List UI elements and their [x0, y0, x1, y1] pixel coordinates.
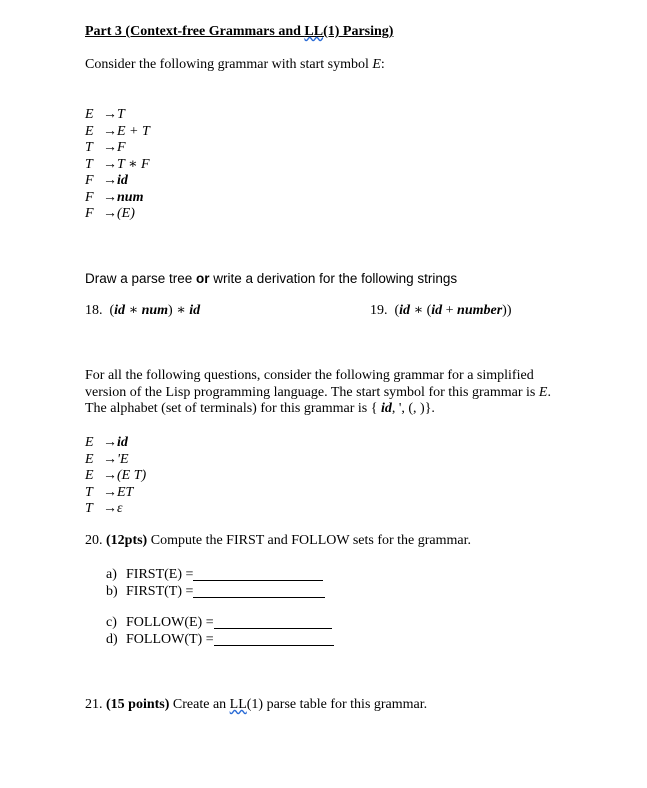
- draw-post: write a derivation for the following strings: [209, 271, 458, 286]
- follow-sets: [106, 615, 334, 648]
- draw-or: or: [196, 271, 210, 286]
- q20-text: Compute the FIRST and FOLLOW sets for the grammar.: [147, 533, 472, 548]
- rule-rhs: id: [117, 435, 128, 450]
- para-line-3: [85, 401, 605, 418]
- intro-label: Consider the following grammar with start symbol: [85, 57, 373, 72]
- set-text: FOLLOW(E) =: [126, 615, 214, 630]
- q21-post: (1) parse table for this grammar.: [246, 697, 428, 712]
- rule-rhs: (E): [117, 206, 135, 221]
- intro-symbol: E: [372, 57, 381, 72]
- grammar-1-rule: [85, 206, 150, 223]
- q21-number: 21.: [85, 697, 106, 712]
- grammar-1-rule: [85, 107, 150, 124]
- grammar-2-rule: [85, 485, 146, 502]
- grammar-2-rule: [85, 452, 146, 469]
- grammar-1-rule: [85, 157, 150, 174]
- set-label: c): [106, 615, 117, 630]
- rule-rhs: E + T: [117, 123, 150, 139]
- set-label: d): [106, 631, 118, 647]
- set-label: b): [106, 583, 118, 599]
- rule-arrow: →: [103, 468, 117, 483]
- q18-num: num: [141, 303, 169, 318]
- q19-close: )): [502, 303, 512, 318]
- q19-id1: id: [399, 303, 411, 318]
- q18-id1: id: [114, 303, 126, 318]
- answer-blank[interactable]: [193, 567, 323, 581]
- set-text: FIRST(E) =: [126, 567, 194, 582]
- title-suffix: (1) Parsing): [323, 24, 394, 39]
- q19-op: ∗ (: [410, 303, 432, 318]
- title-prefix: Part 3 (Context-free Grammars and: [85, 24, 305, 39]
- rule-arrow: →: [103, 156, 117, 172]
- grammar-1-rule: [85, 140, 150, 157]
- rule-lhs: F: [85, 173, 94, 188]
- set-text: FOLLOW(T) =: [126, 631, 214, 647]
- rule-rhs: ET: [117, 484, 134, 500]
- first-sets: [106, 567, 325, 600]
- q21-ll: LL: [229, 697, 247, 712]
- grammar-1-rule: [85, 190, 150, 207]
- q19-number-token: number: [457, 303, 503, 318]
- question-20: [85, 533, 471, 549]
- rule-arrow: →: [103, 107, 117, 122]
- rule-lhs: E: [85, 435, 94, 450]
- question-19: [370, 302, 512, 319]
- rule-rhs: T ∗ F: [117, 156, 150, 172]
- rule-lhs: E: [85, 468, 94, 483]
- q20-points: (12pts): [106, 533, 148, 548]
- intro-end: :: [380, 57, 385, 72]
- grammar-2-rule: [85, 435, 146, 452]
- rule-arrow: →: [103, 173, 117, 188]
- q19-open: (: [394, 303, 400, 318]
- set-item: [106, 615, 334, 632]
- q21-pre: Create an: [169, 697, 230, 712]
- rule-rhs: F: [117, 140, 126, 155]
- rule-lhs: E: [85, 123, 94, 139]
- rule-arrow: →: [103, 501, 117, 516]
- grammar-2: [85, 435, 146, 518]
- rule-lhs: F: [85, 206, 94, 221]
- title-ll: LL: [304, 24, 324, 39]
- rule-lhs: T: [85, 156, 93, 172]
- intro-text: [85, 57, 385, 73]
- para-line-2-end: .: [547, 384, 551, 400]
- q20-number: 20.: [85, 533, 106, 548]
- para-line-3-id: id: [380, 401, 392, 416]
- draw-pre: Draw a parse tree: [85, 271, 197, 286]
- rule-lhs: E: [85, 107, 94, 122]
- rule-rhs: T: [117, 107, 125, 122]
- q21-points: (15 points): [106, 697, 170, 712]
- set-item: [106, 632, 334, 649]
- q18-close: ) ∗: [168, 303, 190, 318]
- rule-arrow: →: [103, 123, 117, 139]
- rule-arrow: →: [103, 206, 117, 221]
- para-line-2-text: version of the Lisp programming language. The start symbol for this grammar is: [85, 384, 539, 400]
- grammar-1: [85, 107, 150, 223]
- answer-blank[interactable]: [214, 615, 332, 629]
- set-label: a): [106, 567, 117, 582]
- rule-rhs: 'E: [117, 451, 129, 467]
- grammar-2-rule: [85, 468, 146, 485]
- rule-rhs: (E T): [117, 468, 147, 483]
- rule-lhs: E: [85, 451, 94, 467]
- rule-rhs: id: [117, 173, 128, 188]
- para-line-1: For all the following questions, consider the following grammar for a simplified: [85, 368, 534, 383]
- rule-lhs: T: [85, 501, 93, 516]
- set-text: FIRST(T) =: [126, 583, 194, 599]
- draw-instruction: [85, 271, 457, 286]
- para-line-2-symbol: E: [538, 384, 548, 400]
- grammar-2-rule: [85, 501, 146, 518]
- rule-lhs: F: [85, 189, 94, 205]
- q19-number: 19.: [370, 303, 388, 318]
- page-title: [85, 24, 393, 40]
- rule-lhs: T: [85, 140, 93, 155]
- para-line-3-rest: , ', (, )}.: [391, 401, 435, 416]
- para-line-2: [85, 385, 605, 402]
- rule-arrow: →: [103, 189, 117, 205]
- answer-blank[interactable]: [193, 584, 325, 598]
- lisp-grammar-description: [85, 368, 605, 418]
- grammar-1-rule: [85, 173, 150, 190]
- q18-id2: id: [189, 303, 201, 318]
- rule-arrow: →: [103, 484, 117, 500]
- rule-lhs: T: [85, 484, 93, 500]
- rule-rhs: num: [117, 189, 144, 205]
- q18-op: ∗: [125, 303, 142, 318]
- rule-rhs: ε: [117, 501, 123, 516]
- q19-plus: +: [442, 303, 458, 318]
- rule-arrow: →: [103, 435, 117, 450]
- grammar-1-rule: [85, 124, 150, 141]
- set-item: [106, 584, 325, 601]
- para-line-3-text: The alphabet (set of terminals) for this grammar is {: [85, 401, 381, 416]
- rule-arrow: →: [103, 140, 117, 155]
- question-18: [85, 302, 200, 319]
- answer-blank[interactable]: [214, 632, 334, 646]
- q18-open: (: [109, 303, 115, 318]
- q18-number: 18.: [85, 303, 103, 318]
- q19-id2: id: [431, 303, 443, 318]
- rule-arrow: →: [103, 451, 117, 467]
- set-item: [106, 567, 325, 584]
- question-21: [85, 697, 427, 713]
